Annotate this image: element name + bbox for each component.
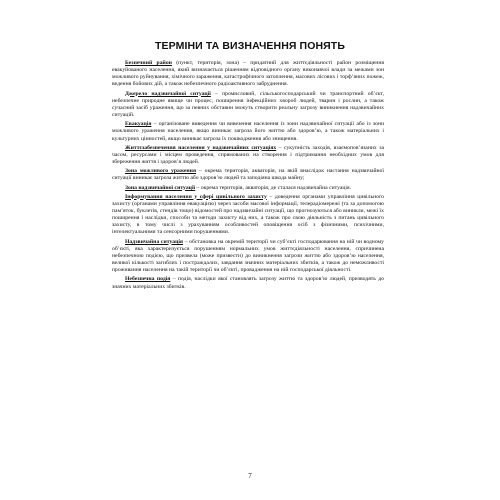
definition-text: – подія, наслідки якої становлять загрозу життю та здоров’ю людей, призводять до значних матеріальних збитків. (112, 276, 384, 290)
document-body (112, 60, 384, 293)
definition-term: Евакуація (125, 121, 152, 128)
definition-term: Надзвичайна ситуація (125, 238, 184, 245)
definition-text: – сукупність заходів, взаємопов’язаних за часом, ресурсами і місцем проведення, спрямованих на створення і підтримання необхідних умов для збереження життя і здоров’я людей. (112, 144, 384, 166)
definition-term: Зона можливого ураження (125, 168, 197, 175)
definition-paragraph (112, 276, 384, 290)
definition-text: – окрема територія, акваторія, на якій внаслідок настання надзвичайної ситуації виникає загроза життю або здоров’ю людей та заподіяна шкода майну; (112, 168, 384, 182)
definition-text: – окрема територія, акваторія, де сталася надзвичайна ситуація. (195, 184, 352, 191)
definition-paragraph (112, 185, 384, 192)
definition-paragraph (112, 91, 384, 120)
definition-term: Небезпечна подія (125, 276, 171, 283)
definition-term: Безпечний район (125, 60, 172, 66)
definition-term: Зона надзвичайної ситуації (125, 184, 196, 191)
page-title: ТЕРМІНИ ТА ВИЗНАЧЕННЯ ПОНЯТЬ (155, 40, 345, 52)
definition-paragraph (112, 168, 384, 182)
definition-text: – промисловий, сільськогосподарський чи транспортний об’єкт, небезпечне природне явище чи процес, поширення інфекційних хвороб людей, тварин і рослин, а також сучасний засіб ураження, що за певних обставин можуть створити реальну загрозу виникнення надзвичайних ситуацій. (112, 90, 384, 119)
definition-text: – доведення органами управління цивільного захисту (органами управління евакуацією) через засоби масової інформації, телерадіомережі (та за допомогою пам’яток, буклетів, стендів тощо) відомостей про надзвичайні ситуації, що прогнозуються або виникли, межі їх поширення і наслідки, способи та методи захисту від них, а також про свою діяльність з питань цивільного захисту, в тому числі з урахуванням особливостей оповіщення осіб з фізичними, психічними, інтелектуальними та сенсорними порушеннями. (112, 193, 384, 236)
definition-term: Життєзабезпечення населення у надзвичайних ситуаціях (125, 144, 277, 151)
definition-term: Інформування населення у сфері цивільного захисту (125, 193, 267, 200)
definition-paragraph (112, 60, 384, 89)
definition-term: Джерело надзвичайної ситуації (125, 90, 211, 97)
definition-paragraph (112, 239, 384, 275)
definition-paragraph (112, 194, 384, 237)
definition-paragraph (112, 145, 384, 166)
definition-text: (пункт, територія, зона) – придатний для життєдіяльності район розміщення евакуйованого населення, який визначається рішенням відповідного органу виконавчої влади за межами зон можливого руйнування, хімічного зараження, катастрофічного затоплення, масових лісових і торф’яних пожеж, ведення бойових дій, а також небезпечного радіоактивного забруднення. (112, 60, 384, 88)
definition-paragraph (112, 121, 384, 142)
definition-text: – організоване виведення чи вивезення населення із зони надзвичайної ситуації або із зони можливого ураження населення, якщо виникає загроза його життю або здоров’ю, а також матеріальних і культурних цінностей, якщо виникає загроза їх пошкодження або знищення. (112, 121, 384, 142)
page-number: 7 (248, 472, 252, 480)
definition-text: – обстановка на окремій території чи суб’єкті господарювання на ній чи водному об’єкті, яка характеризується порушенням нормальних умов життєдіяльності населення, спричинена небезпечною подією, що призвела (може призвести) до виникнення загрози життю або здоров’ю населення, великої кількості загиблих і постраждалих, завдання значних матеріальних збитків, а також до неможливості проживання населення на такій території чи об’єкті, провадження на ній господарської діяльності. (112, 238, 384, 274)
